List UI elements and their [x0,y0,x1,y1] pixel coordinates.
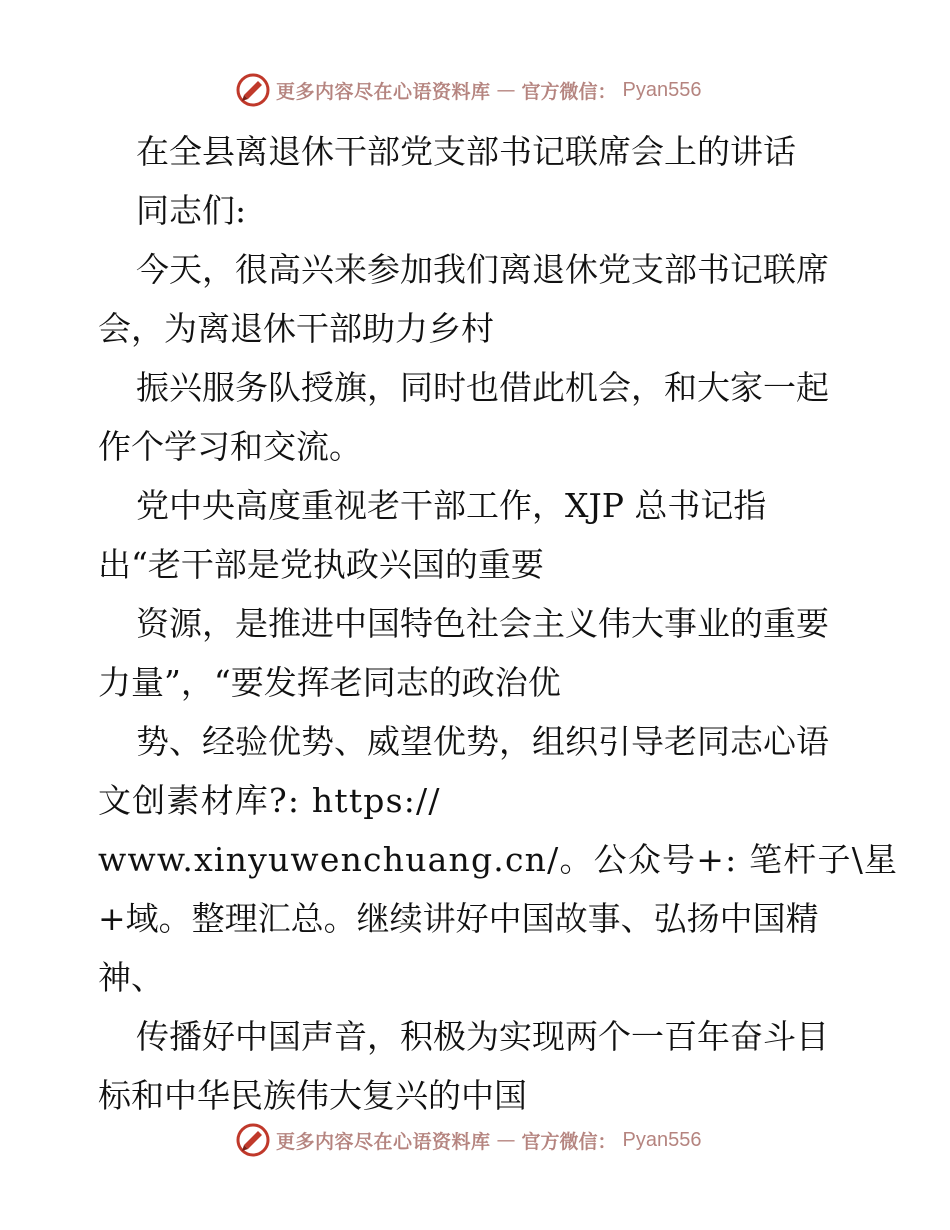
body-line: www.xinyuwenchuang.cn/。公众号+: 笔杆子\星 [98,840,899,879]
watermark-wechat-label: 官方微信： [521,1130,617,1153]
body-line: 力量”，“要发挥老同志的政治优 [98,663,561,702]
watermark-wechat-id: Pyan556 [622,1128,702,1151]
footer-watermark [236,1122,702,1158]
body-line: 作个学习和交流。 [98,427,362,466]
body-line: 标和中华民族伟大复兴的中国 [98,1076,527,1115]
salutation: 同志们: [136,191,247,230]
watermark-separator: — [496,79,516,101]
watermark-separator: — [496,1129,516,1151]
body-line: 今天，很高兴来参加我们离退休党支部书记联席 [136,250,829,289]
document-title: 在全县离退休干部党支部书记联席会上的讲话 [136,132,796,171]
body-line: 振兴服务队授旗，同时也借此机会，和大家一起 [136,368,829,407]
pen-logo-icon [236,73,270,107]
body-line: +域。整理汇总。继续讲好中国故事、弘扬中国精 [98,899,819,938]
watermark-wechat-id: Pyan556 [622,78,702,101]
body-line: 会，为离退休干部助力乡村 [98,309,494,348]
header-watermark [236,72,702,108]
watermark-text: 更多内容尽在心语资料库 [276,80,491,103]
watermark-text: 更多内容尽在心语资料库 [276,1130,491,1153]
body-line: 文创素材库?: https:// [98,781,441,820]
pen-logo-icon [236,1123,270,1157]
body-line: 传播好中国声音，积极为实现两个一百年奋斗目 [136,1017,829,1056]
body-line: 出“老干部是党执政兴国的重要 [98,545,544,584]
body-line: 党中央高度重视老干部工作，XJP 总书记指 [136,486,767,525]
body-line: 资源，是推进中国特色社会主义伟大事业的重要 [136,604,829,643]
body-line: 势、经验优势、威望优势，组织引导老同志心语 [136,722,829,761]
document-body [98,122,899,1125]
watermark-wechat-label: 官方微信： [521,80,617,103]
body-line: 神、 [98,958,164,997]
